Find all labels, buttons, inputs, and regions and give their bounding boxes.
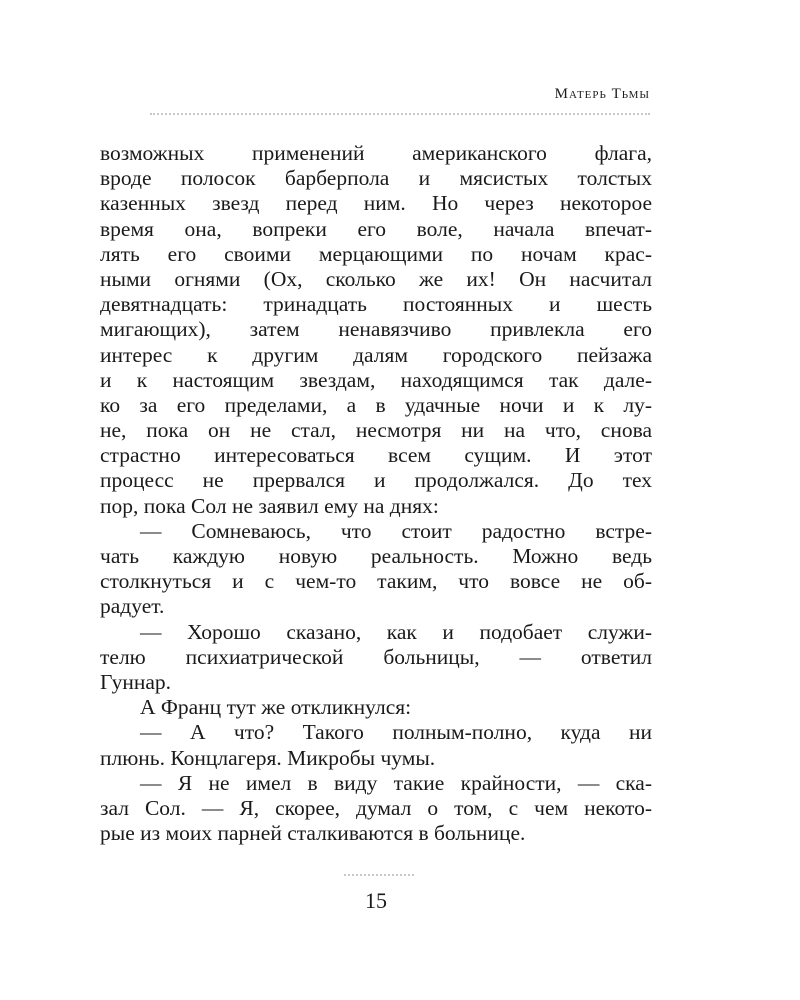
text-line: лять его своими мерцающими по ночам крас- <box>100 241 652 266</box>
text-line: А Франц тут же откликнулся: <box>140 695 412 720</box>
text-line: рые из моих парней сталкиваются в больнице. <box>100 821 526 846</box>
text-line: пор, пока Сол не заявил ему на днях: <box>100 493 439 518</box>
running-head-title: Матерь Тьмы <box>554 86 650 102</box>
text-line: вроде полосок барберпола и мясистых толстых <box>100 166 652 191</box>
text-line: Гуннар. <box>100 669 172 694</box>
text-line: ко за его пределами, а в удачные ночи и к лу- <box>100 392 652 417</box>
text-line: столкнуться и с чем-то таким, что вовсе не об- <box>100 569 652 594</box>
text-line: мигающих), затем ненавязчиво привлекла его <box>100 317 652 342</box>
text-line: девятнадцать: тринадцать постоянных и шесть <box>100 292 652 317</box>
text-line: радует. <box>100 594 165 619</box>
text-line: страстно интересоваться всем сущим. И этот <box>100 443 652 468</box>
text-line: чать каждую новую реальность. Можно ведь <box>100 544 652 568</box>
body-text <box>100 141 652 846</box>
text-line: и к настоящим звездам, находящимся так дале- <box>100 367 652 392</box>
text-line: ными огнями (Ох, сколько же их! Он насчитал <box>100 266 652 291</box>
text-line: возможных применений американского флага, <box>100 141 652 165</box>
text-line: — Я не имел в виду такие крайности, — ска- <box>140 770 652 795</box>
text-line: — Сомневаюсь, что стоит радостно встре- <box>140 518 652 543</box>
text-line: телю психиатрической больницы, — ответил <box>100 644 652 669</box>
text-line: процесс не прервался и продолжался. До тех <box>100 468 652 493</box>
page-number: 15 <box>365 888 387 913</box>
text-line: не, пока он не стал, несмотря ни на что, снова <box>100 418 652 443</box>
footer-divider <box>344 874 414 876</box>
text-line: плюнь. Концлагеря. Микробы чумы. <box>100 745 436 770</box>
text-line: зал Сол. — Я, скорее, думал о том, с чем некото- <box>100 795 652 820</box>
text-line: — А что? Такого полным-полно, куда ни <box>140 720 652 745</box>
text-line: — Хорошо сказано, как и подобает служи- <box>140 619 652 644</box>
text-line: интерес к другим далям городского пейзажа <box>100 342 652 367</box>
text-line: время она, вопреки его воле, начала впечат- <box>100 216 652 241</box>
header-divider <box>150 113 650 115</box>
text-line: казенных звезд перед ним. Но через некоторое <box>100 191 652 216</box>
